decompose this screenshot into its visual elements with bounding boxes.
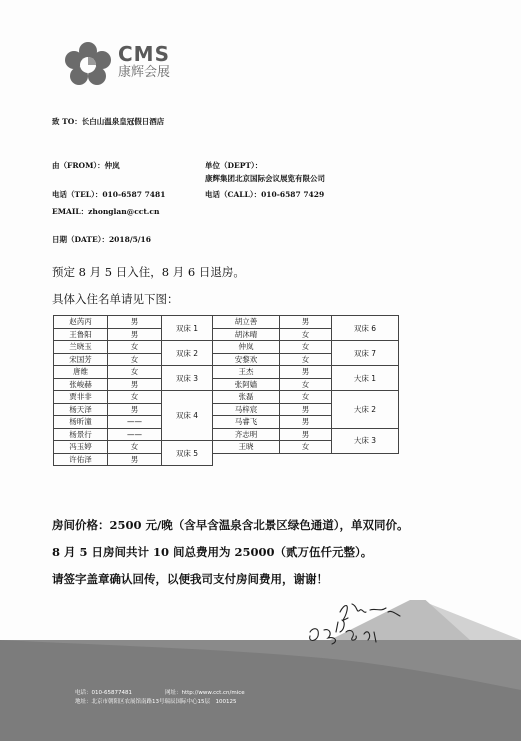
guest-name-cell: 胡沐晴 bbox=[213, 328, 280, 341]
table-row bbox=[54, 428, 399, 441]
guest-name-cell: 兰晓玉 bbox=[54, 341, 108, 354]
brand-name-en: CMS bbox=[118, 42, 170, 66]
gender-cell: 女 bbox=[280, 341, 332, 354]
total-line: 8 月 5 日房间共计 10 间总费用为 25000（贰万伍仟元整）。 bbox=[52, 545, 373, 559]
gender-cell: 女 bbox=[280, 328, 332, 341]
table-row bbox=[54, 341, 399, 354]
handwritten-signature bbox=[300, 592, 410, 662]
guest-name-cell: 王杰 bbox=[213, 366, 280, 379]
tel-field: 电话（TEL）：010-6587 7481 bbox=[52, 190, 166, 199]
gender-cell: 男 bbox=[108, 328, 162, 341]
guest-name-cell: 杨景行 bbox=[54, 428, 108, 441]
guest-name-cell: 胡立善 bbox=[213, 316, 280, 329]
dept-label: 单位（DEPT）： bbox=[205, 161, 263, 170]
gender-cell: 男 bbox=[280, 316, 332, 329]
gender-cell: 女 bbox=[108, 441, 162, 454]
gender-cell: —— bbox=[108, 428, 162, 441]
guest-name-cell: 王鲁阳 bbox=[54, 328, 108, 341]
price-line: 房间价格：2500 元/晚（含早含温泉含北景区绿色通道），单双同价。 bbox=[52, 518, 409, 532]
call-field: 电话（CALL）：010-6587 7429 bbox=[205, 190, 325, 199]
gender-cell: 男 bbox=[280, 416, 332, 429]
gender-cell: 女 bbox=[280, 441, 332, 454]
brand-name-cn: 康辉会展 bbox=[118, 65, 171, 80]
gender-cell: 男 bbox=[280, 366, 332, 379]
brand bbox=[118, 43, 170, 81]
guest-name-cell: 张峻赫 bbox=[54, 378, 108, 391]
gender-cell: 男 bbox=[108, 316, 162, 329]
gender-cell: —— bbox=[108, 416, 162, 429]
table-row bbox=[54, 366, 399, 379]
room-list-table bbox=[53, 315, 399, 466]
gender-cell: 男 bbox=[108, 453, 162, 466]
from-field: 由（FROM）：仲岚 bbox=[52, 161, 120, 170]
gender-cell: 男 bbox=[108, 378, 162, 391]
gender-cell: 男 bbox=[280, 403, 332, 416]
guest-name-cell: 张磊 bbox=[213, 391, 280, 404]
guest-name-cell: 杨昕潼 bbox=[54, 416, 108, 429]
booking-line: 预定 8 月 5 日入住，8 月 6 日退房。 bbox=[52, 265, 245, 279]
guest-name-cell: 马睿飞 bbox=[213, 416, 280, 429]
gender-cell: 男 bbox=[108, 403, 162, 416]
table-row bbox=[54, 391, 399, 404]
room-type-cell: 双床 6 bbox=[332, 316, 399, 341]
room-type-cell: 双床 3 bbox=[162, 366, 213, 391]
email-field: EMAIL：zhonglan@cct.cn bbox=[52, 207, 160, 216]
list-intro: 具体入住名单请见下图： bbox=[52, 292, 179, 306]
cms-logo-icon bbox=[58, 38, 118, 88]
to-field: 致 TO：长白山温泉皇冠假日酒店 bbox=[52, 117, 165, 126]
gender-cell: 女 bbox=[280, 391, 332, 404]
gender-cell: 女 bbox=[108, 366, 162, 379]
footer-band bbox=[0, 600, 521, 741]
room-type-cell: 双床 5 bbox=[162, 441, 213, 466]
guest-name-cell: 贾非非 bbox=[54, 391, 108, 404]
guest-name-cell: 齐志明 bbox=[213, 428, 280, 441]
guest-name-cell: 仲岚 bbox=[213, 341, 280, 354]
footer-address: 地址：北京市朝阳区农展馆南路13号瑞辰国际中心15层 100125 bbox=[75, 699, 237, 705]
room-type-cell: 双床 1 bbox=[162, 316, 213, 341]
footer-contact: 电话：010-65877481 网址：http://www.cct.cn/mice bbox=[75, 690, 245, 696]
room-type-cell: 双床 4 bbox=[162, 391, 213, 441]
guest-name-cell: 安黎欢 bbox=[213, 353, 280, 366]
guest-name-cell: 宋国芳 bbox=[54, 353, 108, 366]
gender-cell: 女 bbox=[280, 353, 332, 366]
guest-name-cell: 张阿嫱 bbox=[213, 378, 280, 391]
guest-name-cell: 冯玉婷 bbox=[54, 441, 108, 454]
guest-name-cell: 唐维 bbox=[54, 366, 108, 379]
dept-value: 康辉集团北京国际会议展览有限公司 bbox=[205, 174, 325, 183]
gender-cell: 男 bbox=[280, 428, 332, 441]
room-type-cell: 双床 2 bbox=[162, 341, 213, 366]
guest-name-cell: 马梓宸 bbox=[213, 403, 280, 416]
gender-cell: 女 bbox=[108, 341, 162, 354]
empty-cell bbox=[213, 453, 332, 466]
gender-cell: 女 bbox=[108, 391, 162, 404]
room-type-cell: 大床 2 bbox=[332, 391, 399, 429]
room-type-cell: 双床 7 bbox=[332, 341, 399, 366]
request-line: 请签字盖章确认回传，以便我司支付房间费用，谢谢！ bbox=[52, 572, 328, 586]
guest-name-cell: 赵芮丙 bbox=[54, 316, 108, 329]
room-type-cell: 大床 3 bbox=[332, 428, 399, 453]
gender-cell: 女 bbox=[108, 353, 162, 366]
table-row bbox=[54, 453, 399, 466]
gender-cell: 女 bbox=[280, 378, 332, 391]
date-field: 日期（DATE）：2018/5/16 bbox=[52, 235, 151, 244]
guest-name-cell: 杨天泽 bbox=[54, 403, 108, 416]
table-row bbox=[54, 316, 399, 329]
guest-name-cell: 王晓 bbox=[213, 441, 280, 454]
room-type-cell: 大床 1 bbox=[332, 366, 399, 391]
guest-name-cell: 许佑泽 bbox=[54, 453, 108, 466]
